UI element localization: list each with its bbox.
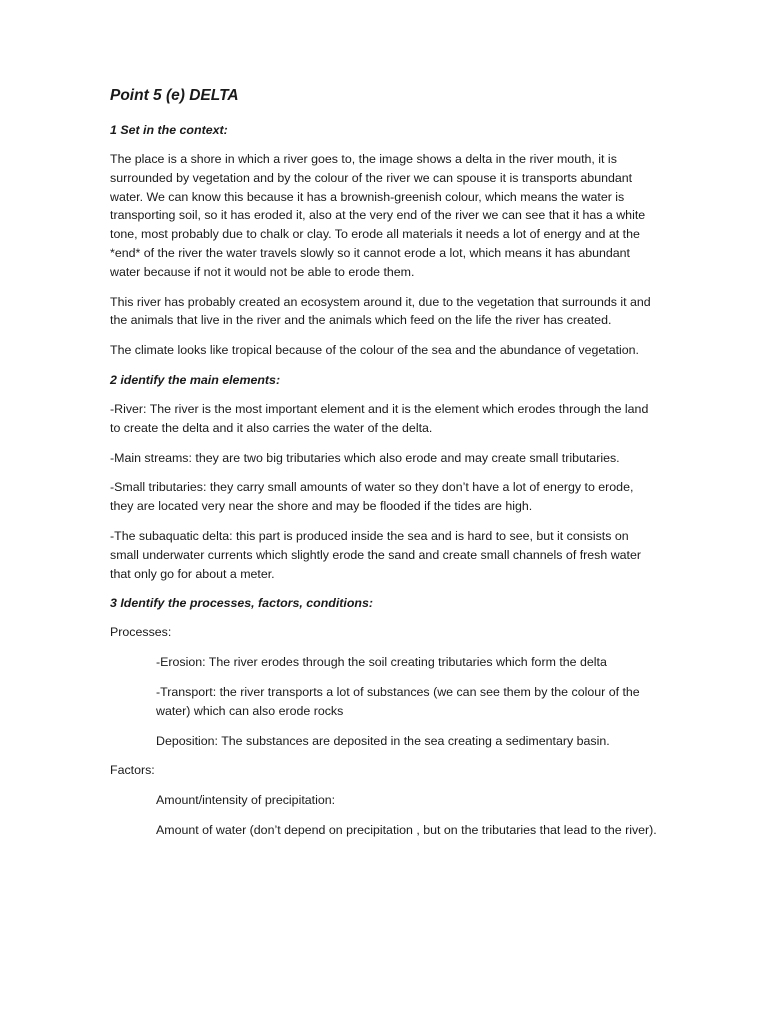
section-heading-context: 1 Set in the context:	[110, 123, 228, 137]
processes-label: Processes:	[110, 625, 172, 640]
process-item: -Transport: the river transports a lot of substances (we can see them by the colour of the water) which can also erode rocks	[156, 684, 640, 718]
document-title: Point 5 (e) DELTA	[110, 87, 239, 104]
paragraph: -Small tributaries: they carry small amounts of water so they don’t have a lot of energy to erode, they are located very near the shore and may be flooded if the tides are high.	[110, 480, 634, 514]
paragraph: This river has probably created an ecosystem around it, due to the vegetation that surrounds it and the animals that live in the river and the animals which feed on the life the river has created.	[110, 294, 651, 328]
document-page	[110, 86, 660, 851]
process-item: Deposition: The substances are deposited in the sea creating a sedimentary basin.	[156, 733, 610, 748]
process-item: -Erosion: The river erodes through the soil creating tributaries which form the delta	[156, 655, 607, 670]
paragraph: The climate looks like tropical because of the colour of the sea and the abundance of vegetation.	[110, 343, 640, 358]
factor-item: Amount/intensity of precipitation:	[156, 793, 336, 808]
section-heading-elements: 2 identify the main elements:	[110, 372, 281, 387]
section-heading-processes: 3 Identify the processes, factors, conditions:	[110, 596, 374, 611]
paragraph: -River: The river is the most important element and it is the element which erodes through the land to create the delta and it also carries the water of the delta.	[110, 401, 649, 435]
paragraph: -The subaquatic delta: this part is produced inside the sea and is hard to see, but it consists on small underwater currents which slightly erode the sand and create small channels of fresh water that only go for about a meter.	[110, 528, 641, 581]
paragraph: The place is a shore in which a river goes to, the image shows a delta in the river mouth, it is surrounded by vegetation and by the colour of the river we can spouse it is transports abundant water. We can know this because it has a brownish-greenish colour, which means the water is transporting soil, so it has eroded it, also at the very end of the river we can see that it has a white tone, most probably due to chalk or clay. To erode all materials it needs a lot of energy and at the *end* of the river the water travels slowly so it cannot erode a lot, which means it has abundant water because if not it would not be able to erode them.	[110, 152, 646, 279]
factor-item: Amount of water (don’t depend on precipitation , but on the tributaries that lead to the river).	[156, 822, 657, 837]
factors-label: Factors:	[110, 763, 155, 778]
paragraph: -Main streams: they are two big tributaries which also erode and may create small tributaries.	[110, 450, 620, 465]
